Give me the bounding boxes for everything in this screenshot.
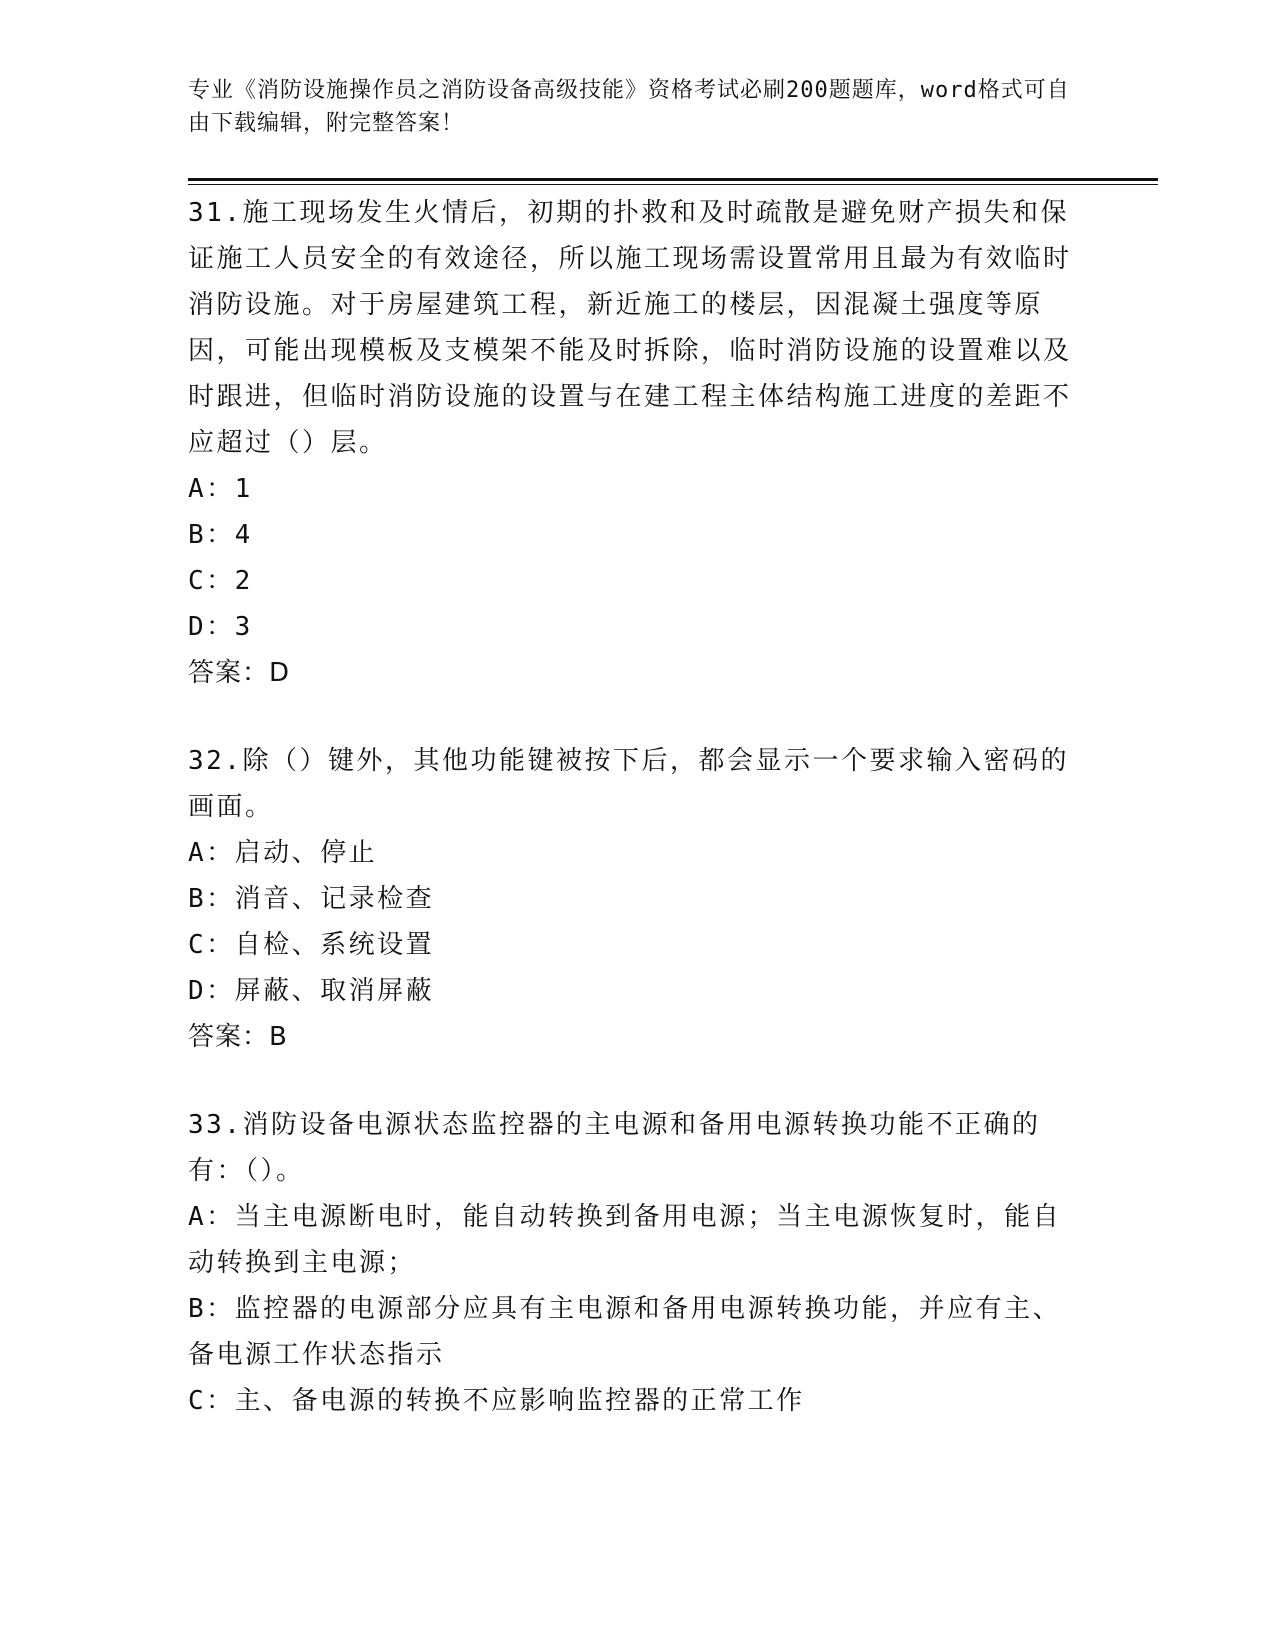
question-31 — [188, 190, 1088, 696]
option-a: A：当主电源断电时，能自动转换到备用电源；当主电源恢复时，能自动转换到主电源； — [188, 1202, 1062, 1278]
answer: 答案：B — [188, 1022, 288, 1052]
option-a: A：1 — [188, 474, 253, 504]
option-c: C：2 — [188, 566, 253, 596]
document-header: 专业《消防设施操作员之消防设备高级技能》资格考试必刷200题题库，word格式可自由下载编辑，附完整答案！ — [188, 78, 1070, 136]
header-divider-thin — [188, 184, 1158, 185]
answer: 答案：D — [188, 658, 291, 688]
question-list — [188, 190, 1088, 1466]
option-d: D：屏蔽、取消屏蔽 — [188, 976, 435, 1006]
question-32 — [188, 738, 1088, 1060]
question-text: 33.消防设备电源状态监控器的主电源和备用电源转换功能不正确的有：（）。 — [188, 1110, 1041, 1186]
option-c: C：主、备电源的转换不应影响监控器的正常工作 — [188, 1386, 805, 1416]
option-a: A：启动、停止 — [188, 838, 378, 868]
option-d: D：3 — [188, 612, 253, 642]
option-b: B：监控器的电源部分应具有主电源和备用电源转换功能，并应有主、备电源工作状态指示 — [188, 1294, 1062, 1370]
question-33 — [188, 1102, 1088, 1424]
option-c: C：自检、系统设置 — [188, 930, 435, 960]
question-text: 32.除（）键外，其他功能键被按下后，都会显示一个要求输入密码的画面。 — [188, 746, 1069, 822]
header-divider-thick — [188, 178, 1158, 181]
option-b: B：4 — [188, 520, 253, 550]
option-b: B：消音、记录检查 — [188, 884, 435, 914]
question-text: 31.施工现场发生火情后，初期的扑救和及时疏散是避免财产损失和保证施工人员安全的有效途径，所以施工现场需设置常用且最为有效临时消防设施。对于房屋建筑工程，新近施工的楼层，因混凝土强度等原因，可能出现模板及支模架不能及时拆除，临时消防设施的设置难以及时跟进，但临时消防设施的设置与在建工程主体结构施工进度的差距不应超过（）层。 — [188, 198, 1072, 458]
